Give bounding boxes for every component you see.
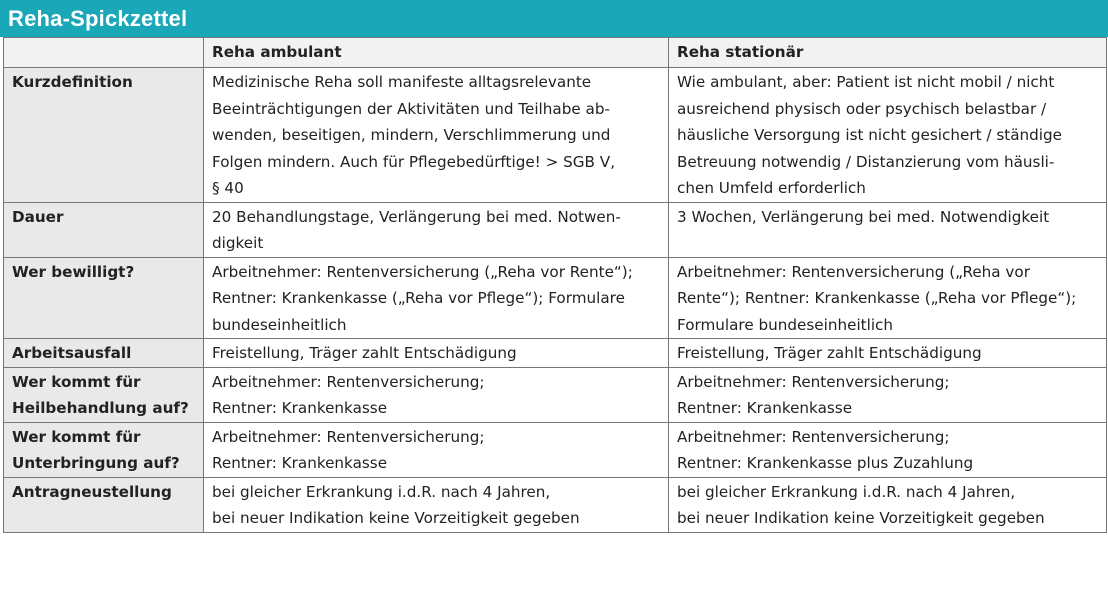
row-label: Kurzdefinition (4, 68, 204, 203)
cell-stationaer: Wie ambulant, aber: Patient ist nicht mobil / nicht ausreichend physisch oder psychisch belastbar / häusliche Versorgung ist nicht gesichert / ständige Betreuung notwendig / Distanzierung vom häusli- chen Umfeld erforderlich (669, 68, 1107, 203)
row-label: Wer kommt für Unterbringung auf? (4, 422, 204, 477)
header-empty-cell (4, 38, 204, 68)
cell-ambulant: Medizinische Reha soll manifeste alltagsrelevante Beeinträchtigungen der Aktivitäten und Teilhabe ab- wenden, beseitigen, mindern, Verschlimmerung und Folgen mindern. Auch für Pflegebedürftige! > SGB V, § 40 (204, 68, 669, 203)
cell-stationaer: Arbeitnehmer: Rentenversicherung; Rentner: Krankenkasse (669, 367, 1107, 422)
cell-stationaer: bei gleicher Erkrankung i.d.R. nach 4 Jahren, bei neuer Indikation keine Vorzeitigkeit gegeben (669, 477, 1107, 532)
cell-ambulant: Arbeitnehmer: Rentenversicherung („Reha vor Rente“); Rentner: Krankenkasse („Reha vor Pflege“); Formulare bundeseinheitlich (204, 257, 669, 339)
cell-ambulant: bei gleicher Erkrankung i.d.R. nach 4 Jahren, bei neuer Indikation keine Vorzeitigkeit gegeben (204, 477, 669, 532)
cell-stationaer: Arbeitnehmer: Rentenversicherung („Reha vor Rente“); Rentner: Krankenkasse („Reha vor Pflege“); Formulare bundeseinheitlich (669, 257, 1107, 339)
row-heilbehandlung (4, 367, 1107, 422)
cell-ambulant: Freistellung, Träger zahlt Entschädigung (204, 339, 669, 368)
row-antragneustellung (4, 477, 1107, 532)
row-label: Wer kommt für Heilbehandlung auf? (4, 367, 204, 422)
comparison-table (3, 37, 1107, 533)
sheet-title: Reha-Spickzettel (0, 0, 1108, 37)
row-label: Arbeitsausfall (4, 339, 204, 368)
cell-stationaer: Freistellung, Träger zahlt Entschädigung (669, 339, 1107, 368)
cell-ambulant: 20 Behandlungstage, Verlängerung bei med. Notwen- digkeit (204, 202, 669, 257)
cell-ambulant: Arbeitnehmer: Rentenversicherung; Rentner: Krankenkasse (204, 422, 669, 477)
cell-ambulant: Arbeitnehmer: Rentenversicherung; Rentner: Krankenkasse (204, 367, 669, 422)
header-reha-ambulant: Reha ambulant (204, 38, 669, 68)
header-reha-stationaer: Reha stationär (669, 38, 1107, 68)
cell-stationaer: 3 Wochen, Verlängerung bei med. Notwendigkeit (669, 202, 1107, 257)
row-label: Antragneustellung (4, 477, 204, 532)
row-wer-bewilligt (4, 257, 1107, 339)
cell-stationaer: Arbeitnehmer: Rentenversicherung; Rentner: Krankenkasse plus Zuzahlung (669, 422, 1107, 477)
row-label: Dauer (4, 202, 204, 257)
row-dauer (4, 202, 1107, 257)
row-label: Wer bewilligt? (4, 257, 204, 339)
row-arbeitsausfall (4, 339, 1107, 368)
row-kurzdefinition (4, 68, 1107, 203)
header-row (4, 38, 1107, 68)
row-unterbringung (4, 422, 1107, 477)
